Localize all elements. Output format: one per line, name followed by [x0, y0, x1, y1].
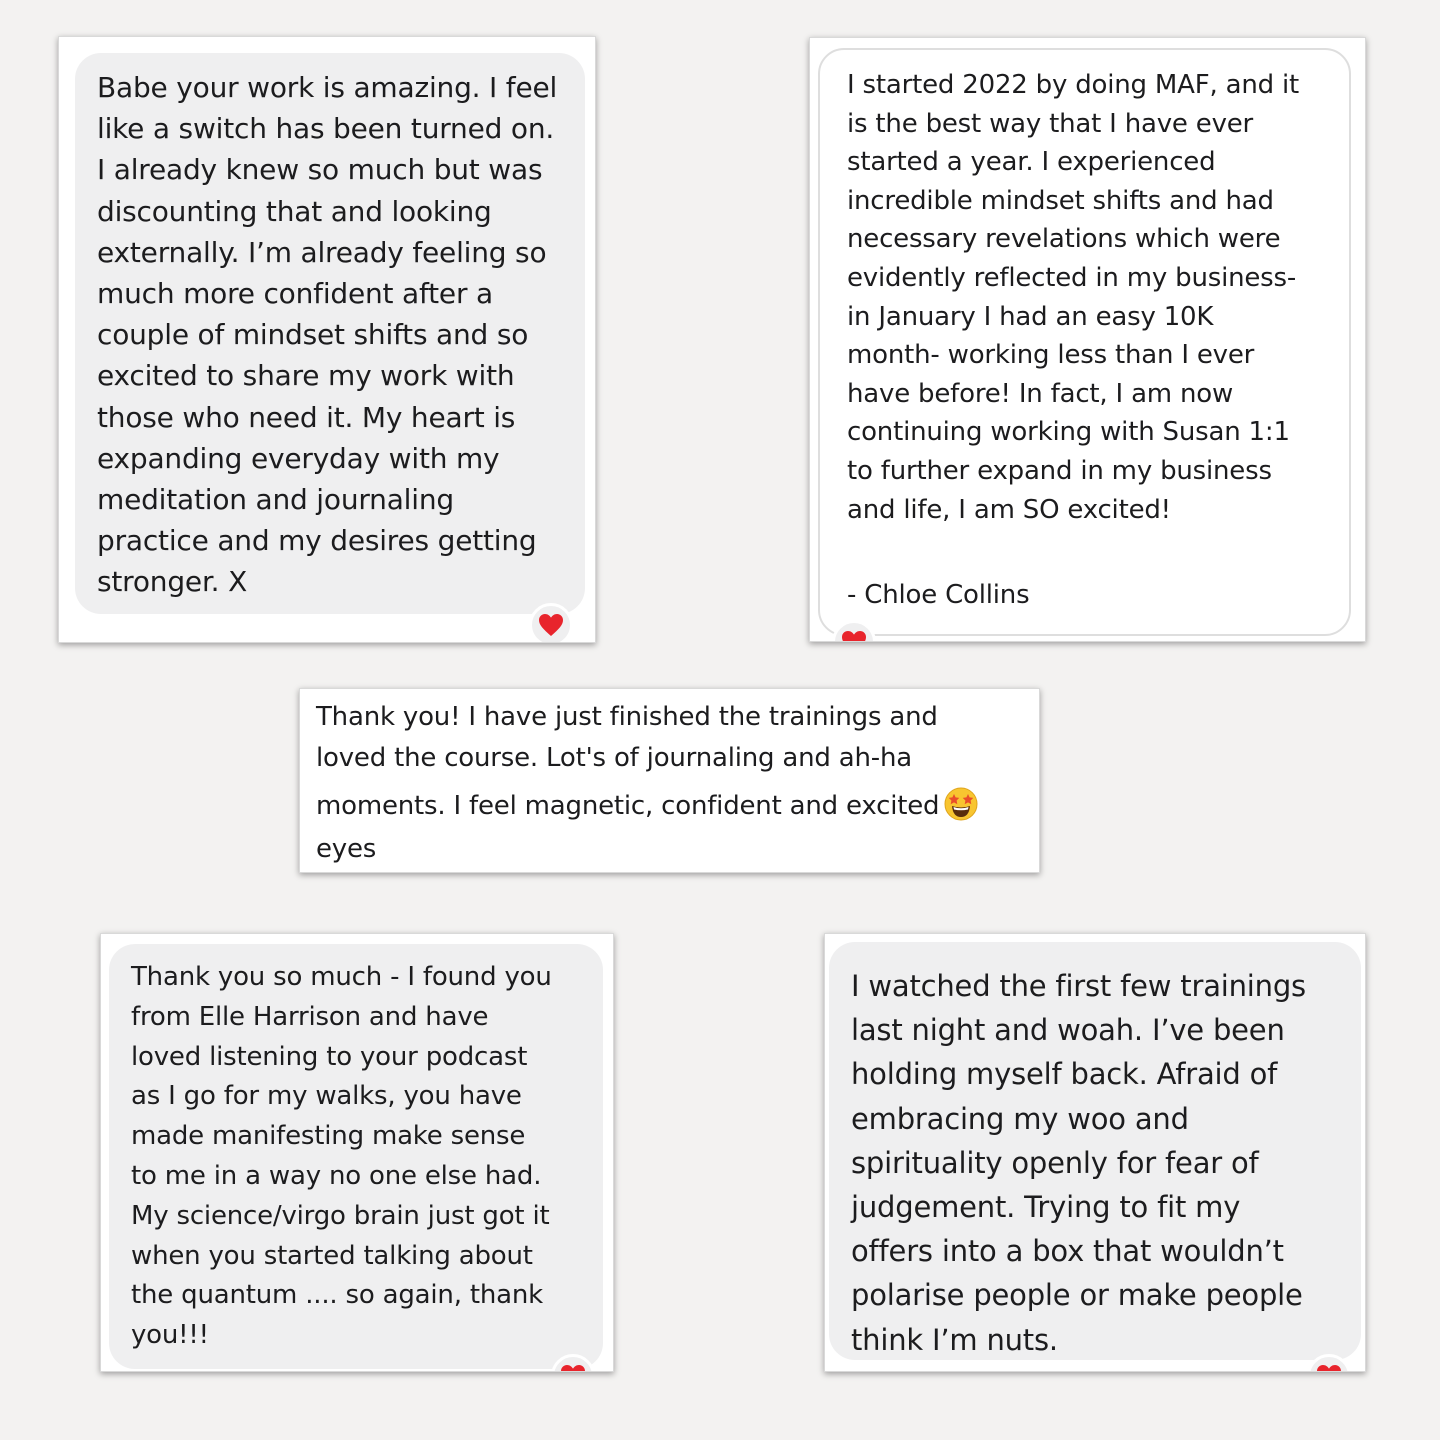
testimonial-signature: - Chloe Collins [847, 580, 1030, 610]
testimonial-card-4 [100, 933, 614, 1372]
message-bubble [818, 48, 1351, 636]
testimonial-text [316, 697, 979, 864]
message-bubble [829, 942, 1361, 1360]
text-line: moments. I feel magnetic, confident and excited [316, 791, 940, 821]
testimonial-card-3 [299, 688, 1040, 873]
text-line: eyes [316, 834, 377, 864]
testimonial-card-5 [824, 933, 1366, 1372]
testimonial-text: Babe your work is amazing. I feel like a switch has been turned on. I already knew so much but was discounting that and looking externally. I’m already feeling so much more confident after a couple of mindset shifts and so excited to share my work with those who need it. My heart is expanding everyday with my meditation and journaling practice and my desires getting stronger. X [97, 71, 558, 599]
testimonial-text: Thank you so much - I found you from Elle Harrison and have loved listening to your podcast as I go for my walks, you have made manifesting make sense to me in a way no one else had. My science/virgo brain just got it when you started talking about the quantum .... so again, thank you!!! [131, 962, 552, 1351]
testimonial-text: I watched the first few trainings last night and woah. I’ve been holding myself back. Afraid of embracing my woo and spirituality openly for fear of judgement. Trying to fit my offers into a box that wouldn’t polarise people or make people think I’m nuts. [851, 969, 1306, 1357]
message-bubble [109, 944, 603, 1369]
heart-icon [538, 613, 564, 637]
text-line: loved the course. Lot's of journaling and ah-ha [316, 743, 913, 773]
heart-icon [1316, 1364, 1342, 1372]
text-line: Thank you! I have just finished the trainings and [316, 702, 938, 732]
testimonial-text: I started 2022 by doing MAF, and it is the best way that I have ever started a year. I experienced incredible mindset shifts and had necessary revelations which were evidently reflected in my business- in January I had an easy 10K month- working less than I ever have before! In fact, I am now continuing working with Susan 1:1 to further expand in my business and life, I am SO excited! [847, 70, 1300, 525]
message-bubble [75, 53, 585, 614]
testimonial-card-2 [809, 37, 1366, 642]
heart-reaction [529, 603, 573, 643]
testimonial-card-1 [58, 36, 596, 643]
star-struck-emoji-icon [943, 786, 979, 822]
text-line-with-emoji [316, 778, 979, 834]
heart-icon [841, 630, 867, 642]
heart-icon [560, 1364, 586, 1372]
